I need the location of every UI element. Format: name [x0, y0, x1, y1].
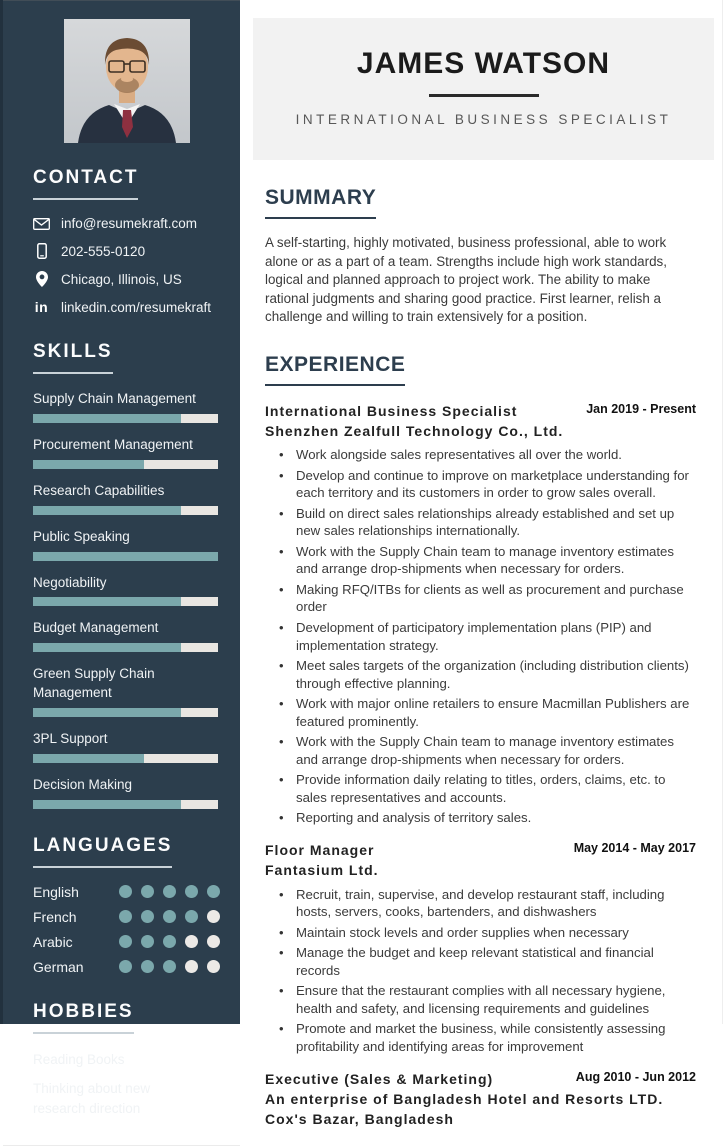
hobbies-section	[33, 1001, 220, 1119]
level-dot	[163, 935, 176, 948]
job-date: Jan 2019 - Present	[586, 401, 696, 416]
skill-bar-track	[33, 414, 218, 423]
contact-item-text: Chicago, Illinois, US	[61, 271, 182, 287]
level-dot	[185, 960, 198, 973]
skills-list	[33, 390, 220, 809]
skill-label: Negotiability	[33, 574, 107, 590]
job-header	[265, 840, 696, 881]
skill-item	[33, 390, 220, 423]
language-item	[33, 884, 220, 900]
skill-item	[33, 776, 220, 809]
phone-icon	[33, 243, 50, 259]
skill-item	[33, 436, 220, 469]
summary-section	[265, 186, 696, 327]
level-dot	[119, 910, 132, 923]
job-title: Floor Manager	[265, 842, 375, 859]
language-level-dots	[119, 960, 220, 973]
level-dot	[207, 960, 220, 973]
name-header	[253, 18, 714, 160]
contact-item[interactable]	[33, 271, 220, 287]
name-divider	[429, 94, 539, 97]
contact-heading: CONTACT	[33, 167, 138, 200]
job-bullet: • Manage the budget and keep relevant statistical and financial records	[279, 944, 696, 979]
skill-bar-fill	[33, 643, 181, 652]
hobbies-heading: HOBBIES	[33, 1001, 134, 1034]
level-dot	[163, 885, 176, 898]
contact-item[interactable]	[33, 299, 220, 315]
job-bullet: • Work with the Supply Chain team to manage inventory estimates and arrange drop-shipments when necessary for orders.	[279, 543, 696, 578]
contact-list	[33, 216, 220, 315]
level-dot	[141, 885, 154, 898]
avatar	[64, 19, 190, 143]
skill-bar-track	[33, 754, 218, 763]
hobby-item: Reading Books	[33, 1051, 125, 1067]
language-item	[33, 909, 220, 925]
skill-item	[33, 665, 220, 717]
language-label: German	[33, 958, 84, 975]
contact-section	[33, 167, 220, 315]
language-item	[33, 934, 220, 950]
contact-item-text: 202-555-0120	[61, 243, 146, 259]
language-item	[33, 959, 220, 975]
main-content	[253, 160, 714, 1129]
skill-label: Public Speaking	[33, 528, 130, 544]
level-dot	[207, 935, 220, 948]
skill-label: Procurement Management	[33, 436, 193, 452]
language-label: Arabic	[33, 933, 73, 950]
language-label: French	[33, 908, 77, 925]
skill-label: 3PL Support	[33, 731, 108, 747]
skill-bar-track	[33, 552, 218, 561]
skill-bar-fill	[33, 754, 144, 763]
linkedin-icon: in	[34, 299, 49, 315]
language-label: English	[33, 883, 79, 900]
skills-section	[33, 341, 220, 809]
skill-bar-fill	[33, 800, 181, 809]
job-header	[265, 1069, 696, 1130]
languages-section	[33, 835, 220, 975]
job-date: Aug 2010 - Jun 2012	[575, 1069, 696, 1084]
main-column	[240, 0, 723, 1128]
languages-list	[33, 884, 220, 975]
level-dot	[207, 885, 220, 898]
job-entry	[265, 1069, 696, 1130]
level-dot	[141, 960, 154, 973]
skills-heading: SKILLS	[33, 341, 113, 374]
level-dot	[207, 910, 220, 923]
job-company: An enterprise of Bangladesh Hotel and Resorts LTD. Cox's Bazar, Bangladesh	[265, 1090, 664, 1128]
job-title: International Business Specialist	[265, 402, 518, 419]
job-bullet: • Develop and continue to improve on marketplace understanding for each territory and its customers in order to grow sales overall.	[279, 467, 696, 502]
level-dot	[185, 935, 198, 948]
job-header	[265, 401, 696, 442]
skill-item	[33, 574, 220, 607]
summary-text: A self-starting, highly motivated, business professional, able to work alone or as a part of a team. Strengths include high work standards, logical and planned approach to project work. The ability to make rational judgments and sharing good practice. First learner, relish a challenge and willing to train extensively for a position.	[265, 235, 667, 324]
level-dot	[163, 960, 176, 973]
experience-section	[265, 353, 696, 1130]
skill-bar-fill	[33, 506, 181, 515]
contact-item-text: linkedin.com/resumekraft	[61, 299, 212, 315]
skill-bar-fill	[33, 460, 144, 469]
sidebar	[0, 0, 240, 1117]
job-bullet: • Development of participatory implementation plans (PIP) and implementation strategy.	[279, 619, 696, 654]
email-icon	[33, 218, 50, 230]
job-bullets	[279, 446, 696, 827]
job-entry	[265, 401, 696, 828]
contact-item[interactable]	[33, 243, 220, 259]
hobbies-list	[33, 1050, 220, 1119]
job-title: Executive (Sales & Marketing)	[265, 1070, 494, 1087]
contact-item-text: info@resumekraft.com	[61, 216, 197, 231]
skill-item	[33, 730, 220, 763]
person-title: INTERNATIONAL BUSINESS SPECIALIST	[295, 112, 672, 127]
job-company: Fantasium Ltd.	[265, 862, 379, 879]
skill-label: Decision Making	[33, 777, 133, 793]
skill-bar-fill	[33, 597, 181, 606]
sidebar-content	[3, 1, 240, 1145]
skill-bar-track	[33, 800, 218, 809]
skill-bar-track	[33, 460, 218, 469]
level-dot	[163, 910, 176, 923]
page-bottom-edge	[3, 1145, 240, 1146]
contact-item[interactable]	[33, 216, 220, 231]
job-bullet: • Recruit, train, supervise, and develop restaurant staff, including hosts, servers, cooks, bartenders, and dishwashers	[279, 886, 696, 921]
job-bullets	[279, 886, 696, 1056]
skill-label: Research Capabilities	[33, 482, 165, 498]
profile-photo-placeholder	[64, 19, 190, 143]
skill-bar-track	[33, 597, 218, 606]
location-icon	[33, 271, 50, 287]
skill-item	[33, 482, 220, 515]
job-bullet: • Making RFQ/ITBs for clients as well as procurement and purchase order	[279, 581, 696, 616]
job-company: Shenzhen Zealfull Technology Co., Ltd.	[265, 422, 564, 439]
job-date: May 2014 - May 2017	[573, 841, 696, 856]
job-bullet: • Ensure that the restaurant complies with all necessary hygiene, health and safety, and licensing requirements and guidelines	[279, 982, 696, 1017]
skill-bar-fill	[33, 414, 181, 423]
job-bullet: • Promote and market the business, while consistently assessing profitability and identifying areas for improvement	[279, 1020, 696, 1055]
language-level-dots	[119, 885, 220, 898]
level-dot	[119, 960, 132, 973]
languages-heading: LANGUAGES	[33, 835, 172, 868]
experience-heading: EXPERIENCE	[265, 353, 405, 386]
skill-bar-fill	[33, 552, 218, 561]
level-dot	[119, 935, 132, 948]
job-bullet: • Work with the Supply Chain team to manage inventory estimates and arrange drop-shipments when necessary for orders.	[279, 733, 696, 768]
language-level-dots	[119, 935, 220, 948]
summary-heading: SUMMARY	[265, 186, 376, 219]
level-dot	[185, 885, 198, 898]
job-bullet: • Build on direct sales relationships already established and set up new sales relationships internationally.	[279, 505, 696, 540]
skill-bar-track	[33, 506, 218, 515]
job-bullet: • Provide information daily relating to titles, orders, claims, etc. to sales representatives and accounts.	[279, 771, 696, 806]
job-bullet: • Reporting and analysis of territory sales.	[279, 809, 696, 827]
person-name: JAMES WATSON	[356, 47, 611, 80]
skill-bar-fill	[33, 708, 181, 717]
job-bullet: • Work alongside sales representatives all over the world.	[279, 446, 696, 464]
skill-label: Budget Management	[33, 620, 159, 636]
skill-label: Green Supply Chain Management	[33, 666, 155, 701]
jobs-list	[265, 401, 696, 1130]
level-dot	[141, 935, 154, 948]
skill-item	[33, 528, 220, 561]
language-level-dots	[119, 910, 220, 923]
level-dot	[141, 910, 154, 923]
skill-bar-track	[33, 643, 218, 652]
hobby-item: Thinking about new research direction	[33, 1081, 151, 1117]
skill-bar-track	[33, 708, 218, 717]
skill-item	[33, 619, 220, 652]
level-dot	[185, 910, 198, 923]
job-bullet: • Work with major online retailers to ensure Macmillan Publishers are featured prominently.	[279, 695, 696, 730]
skill-label: Supply Chain Management	[33, 391, 196, 406]
job-bullet: • Meet sales targets of the organization (including distribution clients) through effective planning.	[279, 657, 696, 692]
level-dot	[119, 885, 132, 898]
job-bullet: • Maintain stock levels and order supplies when necessary	[279, 924, 696, 942]
job-entry	[265, 840, 696, 1056]
